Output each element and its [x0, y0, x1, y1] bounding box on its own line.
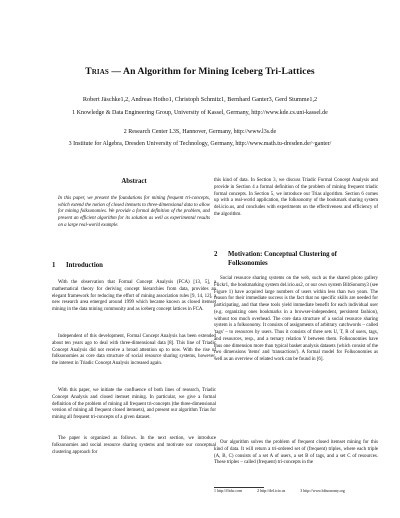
algorithm-name: Trias: [85, 66, 109, 77]
body-paragraph: Social resource sharing systems on the web, such as the shared photo gallery Flickr1, the bookmarking system del.icio.us2, or our own system BibSonomy3 (see Figure 1) have acquired large numbers of users within less than two years. The reason for their immediate success is the fact that no specific skills are needed for participating, and that these tools yield immediate benefit for each individual user (e.g. organizing ones bookmarks in a browser-independent, persistent fashion), without too much overhead. The core data structure of a social resource sharing system is a folksonomy. It consists of assignments of arbitrary catchwords – called 'tags' – to resources by users. Thus it consists of three sets U, T, R of users, tags, and resources, resp., and a ternary relation Y between them. Folksonomies have thus one dimension more than typical basket analysis datasets (which consist of the two dimensions 'items' and 'transactions'). A formal model for Folksonomies as well as an overview of related work can be found in [6].: [214, 276, 378, 362]
footnotes: [214, 489, 378, 493]
body-paragraph: With this paper, we initiate the confluence of both lines of research, Triadic Concept Analysis and closed itemset mining. In particular, we give a formal definition of the problem of mining all frequent tri-concepts (the three-dimensional version of mining all frequent closed itemsets), and present our algorithm Trias for mining all frequent tri-concepts of a given dataset.: [52, 388, 216, 420]
section-number: 1: [52, 262, 56, 269]
title-text: — An Algorithm for Mining Iceberg Tri-Lattices: [108, 66, 315, 77]
left-column: [52, 0, 216, 518]
affiliation-2: 2 Research Center L3S, Hannover, Germany, http://www.l3s.de: [123, 129, 277, 135]
section-title-line-1: Motivation: Conceptual Clustering of: [228, 251, 337, 258]
footnote-rule: [214, 487, 264, 488]
body-paragraph: Independent of this development, Formal Concept Analysis has been extended about ten years ago to deal with three-dimensional data [8]. This line of Triadic Concept Analysis did not receive a broad attention up to now. With the rise of folksonomies as core data structure of social resource sharing systems, however, the interest in Triadic Concept Analysis increased again.: [52, 334, 216, 366]
body-paragraph: Our algorithm solves the problem of frequent closed itemset mining for this kind of data. It will return a tri-ordered set of (frequent) triples, where each triple (A, B, C) consists of a set A of users, a set B of tags, and a set C of resources. These triples – called (frequent) tri-concepts in the: [214, 440, 378, 466]
section-2-heading: [214, 251, 378, 268]
affiliation-1: 1 Knowledge & Data Engineering Group, University of Kassel, Germany, http://www.kde.cs.uni-kassel.de: [72, 110, 328, 116]
author-list: Robert Jäschke1,2, Andreas Hotho1, Christoph Schmitz1, Bernhard Ganter3, Gerd Stumme1,2: [82, 96, 318, 103]
section-1-heading: [52, 262, 103, 269]
section-number: 2: [214, 251, 218, 258]
abstract-text: In this paper, we present the foundations for mining frequent tri-concepts, which extend the notion of closed itemsets to three-dimensional data to allow for mining folksonomies. We provide a formal definition of the problem, and present an efficient algorithm for its solution as well as experimental results on a large real-world example.: [58, 196, 210, 228]
right-column: [214, 0, 378, 518]
footnote: 1 http://flickr.com: [214, 489, 243, 493]
body-paragraph: this kind of data. In Section 3, we discuss Triadic Formal Concept Analysis and provide in Section 4 a formal definition of the problem of mining frequent triadic formal concepts. In Section 5, we introduce our Trias algorithm. Section 6 comes up with a real-world application, the folksonomy of the bookmark sharing system del.icio.us, and concludes with experiments on the effectiveness and efficiency of the algorithm.: [214, 178, 378, 217]
abstract-heading: Abstract: [121, 178, 147, 185]
body-paragraph: The paper is organized as follows. In the next section, we introduce folksonomies and social resource sharing systems and motivate our conceptual clustering approach for: [52, 436, 216, 455]
affiliation-3: 3 Institute for Algebra, Dresden University of Technology, Germany, http://www.math.tu-dresden.de/~ganter/: [68, 141, 332, 147]
footnote: 3 http://www.bibsonomy.org: [300, 489, 345, 493]
footnote: 2 http://del.icio.us: [257, 489, 286, 493]
body-paragraph: With the observation that Formal Concept Analysis (FCA) [13, 5], a mathematical theory for deriving concept hierarchies from data, provides an elegant framework for reducing the effort of mining association rules [9, 14, 12], a new research area emerged around 1999 which became known as closed itemset mining in the data mining community and as iceberg concept lattices in FCA.: [52, 280, 216, 312]
section-title-line-2: Folksonomies: [228, 259, 268, 267]
section-title: Introduction: [66, 262, 103, 269]
